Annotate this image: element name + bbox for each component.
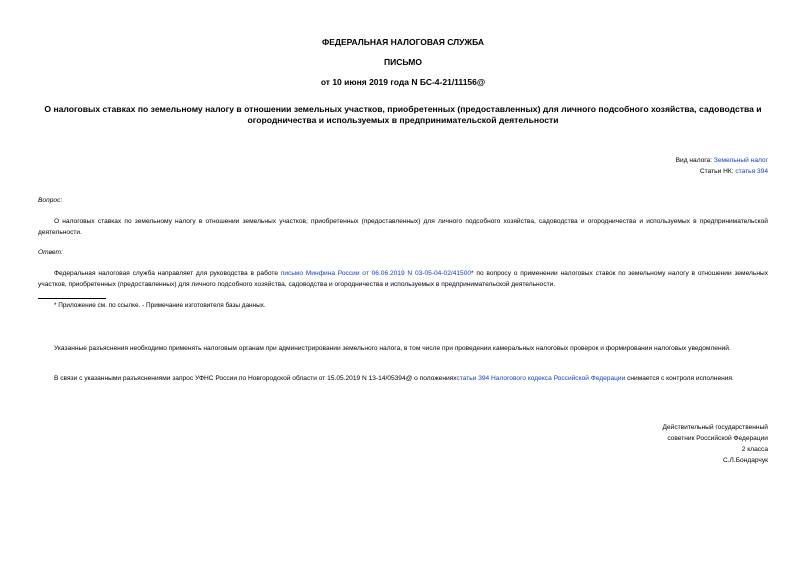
signatory-name: С.Л.Бондарчук <box>722 457 768 464</box>
tax-code-article-link[interactable]: статьи 394 Налогового кодекса Российской Федерации <box>456 375 626 382</box>
question-text: О налоговых ставках по земельному налогу в отношении земельных участков, приобретенных (предоставленных) для личного подсобного хозяйства, садоводства и огородничества и используемых в предпринимательской деятельности. <box>38 218 768 236</box>
footnote: * Приложение см. по ссылке. - Примечание изготовителя базы данных. <box>54 302 266 309</box>
signature-line-3: 2 класса <box>741 446 768 453</box>
tax-articles-label: Статьи НК: <box>699 168 736 175</box>
answer-text <box>38 269 768 291</box>
document-type: ПИСЬМО <box>384 57 422 67</box>
tax-type-label: Вид налога: <box>675 157 714 164</box>
answer-text-after: * по вопросу о применении налоговых ставок по земельному налогу в отношении земельных участков, приобретенных (предоставленных) для личного подсобного хозяйства, садоводства и огородничества и используемых в предпринимательской деятельности. <box>38 270 769 288</box>
document-date-number: от 10 июня 2019 года N БС-4-21/11156@ <box>320 77 486 87</box>
tax-articles-link[interactable]: статья 394 <box>735 168 768 175</box>
question-label: Вопрос: <box>38 197 63 204</box>
paragraph-explanations: Указанные разъяснения необходимо применять налоговым органам при администрировании земельного налога, в том числе при проведении камеральных налоговых проверок и формировании налоговых уведомлений. <box>54 345 731 352</box>
paragraph-request-after: снимается с контроля исполнения. <box>625 375 734 382</box>
signature-line-2: советник Российской Федерации <box>667 435 768 442</box>
agency-name: ФЕДЕРАЛЬНАЯ НАЛОГОВАЯ СЛУЖБА <box>321 37 485 47</box>
document-title: О налоговых ставках по земельному налогу в отношении земельных участков, приобретенных (предоставленных) для личного подсобного хозяйства, садоводства и огородничества и используемых в предпринимательской деятельности <box>44 104 762 125</box>
tax-type-link[interactable]: Земельный налог <box>713 157 768 164</box>
signature-line-1: Действительный государственный <box>662 424 768 431</box>
tax-type <box>676 157 768 164</box>
answer-text-before: Федеральная налоговая служба направляет для руководства в работе <box>54 270 281 277</box>
footnote-divider <box>38 298 106 299</box>
answer-label: Ответ: <box>38 249 63 256</box>
paragraph-request-before: В связи с указанными разъяснениями запрос УФНС России по Новгородской области от 15.05.2019 N 13-14/05394@ о положениях <box>54 375 457 382</box>
minfin-letter-link[interactable]: письмо Минфина России от 06.06.2019 N 03-05-04-02/41500 <box>280 270 472 277</box>
paragraph-request <box>38 374 768 385</box>
tax-articles <box>700 168 768 175</box>
